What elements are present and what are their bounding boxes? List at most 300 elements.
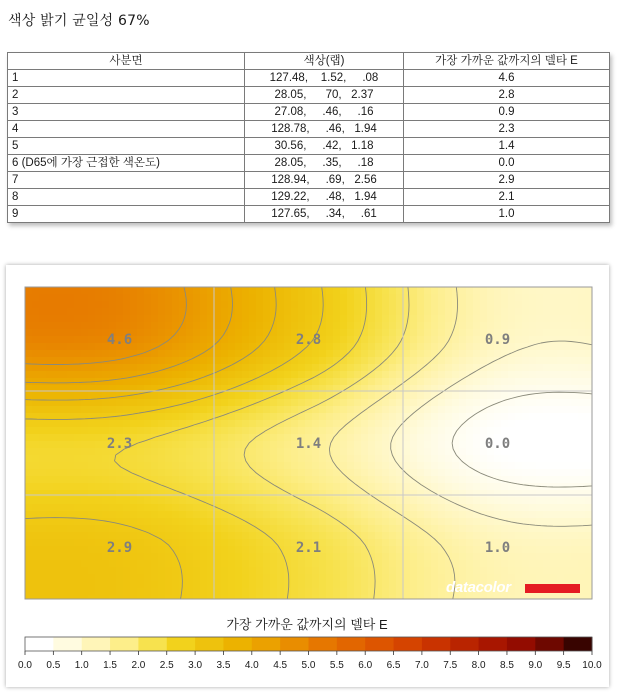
heat-cell	[557, 427, 565, 435]
heat-cell	[319, 581, 327, 589]
heat-cell	[396, 329, 404, 337]
heat-cell	[165, 308, 173, 316]
heat-cell	[529, 539, 537, 547]
heat-cell	[109, 483, 117, 491]
heat-cell	[536, 532, 544, 540]
heat-cell	[550, 490, 558, 498]
heat-cell	[389, 511, 397, 519]
heat-cell	[480, 315, 488, 323]
heat-cell	[585, 427, 593, 435]
heat-cell	[396, 532, 404, 540]
heat-cell	[361, 588, 369, 596]
heat-cell	[179, 511, 187, 519]
heat-cell	[116, 588, 124, 596]
heat-cell	[81, 553, 89, 561]
quadrant-cell: 6 (D65에 가장 근접한 색온도)	[8, 155, 245, 172]
heat-cell	[151, 518, 159, 526]
heat-cell	[277, 476, 285, 484]
heat-cell	[473, 560, 481, 568]
heat-cell	[165, 343, 173, 351]
heat-cell	[165, 497, 173, 505]
heat-cell	[515, 287, 523, 295]
heat-cell	[312, 413, 320, 421]
colorbar-tick-label: 3.0	[188, 660, 203, 671]
heat-cell	[53, 350, 61, 358]
heat-cell	[242, 392, 250, 400]
heat-cell	[207, 329, 215, 337]
heat-cell	[354, 553, 362, 561]
heat-cell	[459, 427, 467, 435]
heat-cell	[319, 525, 327, 533]
heat-cell	[564, 553, 572, 561]
heat-cell	[515, 497, 523, 505]
heat-cell	[46, 539, 54, 547]
heat-cell	[333, 301, 341, 309]
heat-cell	[480, 378, 488, 386]
heat-cell	[53, 301, 61, 309]
heat-cell	[557, 322, 565, 330]
heat-cell	[46, 434, 54, 442]
heat-cell	[25, 420, 33, 428]
heat-cell	[214, 441, 222, 449]
heat-cell	[417, 581, 425, 589]
heat-cell	[494, 308, 502, 316]
heat-cell	[347, 357, 355, 365]
heat-cell	[81, 301, 89, 309]
heat-cell	[25, 427, 33, 435]
heat-cell	[256, 357, 264, 365]
heat-cell	[263, 434, 271, 442]
heat-cell	[459, 518, 467, 526]
heat-cell	[354, 448, 362, 456]
heat-cell	[333, 511, 341, 519]
heat-cell	[354, 504, 362, 512]
heat-cell	[284, 476, 292, 484]
heat-cell	[473, 525, 481, 533]
heat-cell	[515, 420, 523, 428]
heat-cell	[81, 497, 89, 505]
heat-cell	[403, 399, 411, 407]
heat-cell	[88, 392, 96, 400]
heat-cell	[95, 532, 103, 540]
heat-cell	[95, 567, 103, 575]
heat-cell	[130, 308, 138, 316]
heat-cell	[81, 504, 89, 512]
heat-cell	[263, 581, 271, 589]
heat-cell	[515, 441, 523, 449]
heat-cell	[130, 483, 138, 491]
heat-cell	[326, 462, 334, 470]
heat-cell	[200, 553, 208, 561]
heat-cell	[557, 399, 565, 407]
heat-cell	[116, 476, 124, 484]
heat-cell	[95, 560, 103, 568]
heat-cell	[88, 364, 96, 372]
heat-cell	[249, 483, 257, 491]
heat-cell	[151, 308, 159, 316]
heat-cell	[522, 287, 530, 295]
heat-cell	[340, 511, 348, 519]
heat-cell	[543, 343, 551, 351]
heat-cell	[25, 504, 33, 512]
heat-cell	[74, 525, 82, 533]
heat-cell	[32, 371, 40, 379]
heat-cell	[151, 287, 159, 295]
heat-cell	[242, 413, 250, 421]
heat-cell	[221, 420, 229, 428]
heat-cell	[431, 427, 439, 435]
heat-cell	[466, 350, 474, 358]
heat-cell	[438, 406, 446, 414]
heat-cell	[550, 574, 558, 582]
heat-cell	[571, 553, 579, 561]
heat-cell	[431, 455, 439, 463]
heat-cell	[144, 483, 152, 491]
heat-cell	[354, 511, 362, 519]
heat-cell	[557, 392, 565, 400]
heat-cell	[340, 483, 348, 491]
heat-cell	[123, 287, 131, 295]
heat-cell	[417, 336, 425, 344]
heat-cell	[137, 427, 145, 435]
heat-cell	[536, 462, 544, 470]
heat-cell	[263, 483, 271, 491]
heat-cell	[354, 336, 362, 344]
heat-cell	[347, 469, 355, 477]
heat-cell	[165, 518, 173, 526]
heat-cell	[130, 518, 138, 526]
colorbar-tick-label: 2.5	[159, 660, 174, 671]
heat-cell	[578, 448, 586, 456]
heat-cell	[179, 539, 187, 547]
heat-cell	[242, 469, 250, 477]
heat-cell	[95, 504, 103, 512]
heat-cell	[88, 497, 96, 505]
heat-cell	[214, 476, 222, 484]
heat-cell	[557, 406, 565, 414]
heat-cell	[424, 427, 432, 435]
heat-cell	[403, 308, 411, 316]
heat-cell	[354, 301, 362, 309]
heat-cell	[151, 497, 159, 505]
heat-cell	[116, 490, 124, 498]
heat-cell	[158, 329, 166, 337]
heat-cell	[74, 588, 82, 596]
heat-cell	[340, 329, 348, 337]
heat-cell	[256, 504, 264, 512]
heat-cell	[284, 546, 292, 554]
heat-cell	[53, 371, 61, 379]
heat-cell	[515, 427, 523, 435]
heat-cell	[501, 392, 509, 400]
heat-cell	[564, 350, 572, 358]
heat-cell	[361, 427, 369, 435]
heat-cell	[473, 406, 481, 414]
heat-cell	[452, 511, 460, 519]
colorbar-tick-label: 2.0	[131, 660, 146, 671]
heat-cell	[466, 336, 474, 344]
heat-cell	[368, 378, 376, 386]
heat-cell	[431, 399, 439, 407]
heat-cell	[32, 567, 40, 575]
heat-cell	[172, 539, 180, 547]
heat-cell	[144, 567, 152, 575]
heat-cell	[116, 350, 124, 358]
heat-cell	[200, 532, 208, 540]
heat-cell	[333, 567, 341, 575]
heat-cell	[326, 427, 334, 435]
heat-cell	[256, 455, 264, 463]
heat-cell	[585, 490, 593, 498]
heat-cell	[347, 553, 355, 561]
heat-cell	[102, 301, 110, 309]
heat-cell	[214, 539, 222, 547]
heat-cell	[466, 560, 474, 568]
heat-cell	[473, 504, 481, 512]
heat-cell	[221, 315, 229, 323]
heat-cell	[102, 581, 110, 589]
heat-cell	[501, 287, 509, 295]
heat-cell	[291, 588, 299, 596]
heat-cell	[543, 329, 551, 337]
heat-cell	[445, 350, 453, 358]
heat-cell	[298, 518, 306, 526]
heat-cell	[179, 420, 187, 428]
heat-cell	[235, 455, 243, 463]
heat-cell	[354, 322, 362, 330]
delta-e-cell: 0.0	[404, 155, 610, 172]
heat-cell	[550, 476, 558, 484]
heat-cell	[543, 504, 551, 512]
heat-cell	[445, 399, 453, 407]
heat-cell	[522, 301, 530, 309]
heat-cell	[438, 294, 446, 302]
heat-cell	[242, 329, 250, 337]
heat-cell	[74, 483, 82, 491]
heat-cell	[536, 560, 544, 568]
heat-cell	[543, 308, 551, 316]
heat-cell	[46, 553, 54, 561]
heat-cell	[473, 567, 481, 575]
heat-cell	[263, 462, 271, 470]
heat-cell	[361, 448, 369, 456]
heat-cell	[67, 287, 75, 295]
heat-cell	[102, 399, 110, 407]
heat-cell	[403, 567, 411, 575]
heat-cell	[158, 588, 166, 596]
heat-cell	[88, 371, 96, 379]
heat-cell	[585, 455, 593, 463]
heat-cell	[298, 392, 306, 400]
heat-cell	[536, 322, 544, 330]
heat-cell	[123, 567, 131, 575]
heat-cell	[389, 350, 397, 358]
heat-cell	[228, 483, 236, 491]
heat-cell	[130, 315, 138, 323]
heat-cell	[368, 287, 376, 295]
heat-cell	[564, 392, 572, 400]
heat-cell	[515, 553, 523, 561]
heat-cell	[396, 448, 404, 456]
heat-cell	[501, 567, 509, 575]
heat-cell	[193, 329, 201, 337]
heat-cell	[361, 399, 369, 407]
heat-cell	[284, 511, 292, 519]
heat-cell	[88, 399, 96, 407]
heat-cell	[116, 455, 124, 463]
heat-cell	[382, 511, 390, 519]
heat-cell	[578, 504, 586, 512]
heat-cell	[256, 441, 264, 449]
heat-cell	[32, 455, 40, 463]
heat-cell	[431, 315, 439, 323]
heat-cell	[340, 441, 348, 449]
heat-cell	[403, 371, 411, 379]
heat-cell	[151, 329, 159, 337]
heat-cell	[529, 371, 537, 379]
heat-cell	[312, 532, 320, 540]
heat-cell	[242, 371, 250, 379]
heat-cell	[438, 469, 446, 477]
heat-cell	[312, 308, 320, 316]
heat-cell	[130, 427, 138, 435]
heat-cell	[312, 427, 320, 435]
heat-cell	[60, 532, 68, 540]
heat-cell	[46, 371, 54, 379]
heat-cell	[144, 336, 152, 344]
heat-cell	[536, 553, 544, 561]
heat-cell	[438, 392, 446, 400]
heat-cell	[375, 378, 383, 386]
heat-cell	[396, 287, 404, 295]
heat-cell	[431, 567, 439, 575]
heat-cell	[536, 539, 544, 547]
heat-cell	[151, 560, 159, 568]
heat-cell	[480, 350, 488, 358]
heat-cell	[81, 462, 89, 470]
heat-cell	[347, 406, 355, 414]
quadrant-cell: 3	[8, 104, 245, 121]
heat-cell	[347, 462, 355, 470]
heat-cell	[312, 581, 320, 589]
heat-cell	[270, 413, 278, 421]
heat-cell	[116, 413, 124, 421]
heat-cell	[88, 469, 96, 477]
heat-cell	[109, 294, 117, 302]
heat-cell	[25, 329, 33, 337]
heat-cell	[564, 490, 572, 498]
heat-cell	[522, 490, 530, 498]
heat-cell	[39, 441, 47, 449]
heat-cell	[46, 357, 54, 365]
heat-cell	[39, 336, 47, 344]
heat-cell	[179, 462, 187, 470]
heat-cell	[46, 350, 54, 358]
heat-cell	[263, 406, 271, 414]
heat-cell	[361, 434, 369, 442]
heat-cell	[263, 427, 271, 435]
heat-cell	[214, 483, 222, 491]
heat-cell	[137, 434, 145, 442]
heat-cell	[522, 497, 530, 505]
heat-cell	[431, 476, 439, 484]
heat-cell	[102, 294, 110, 302]
heat-cell	[487, 357, 495, 365]
heat-cell	[529, 476, 537, 484]
heat-cell	[277, 483, 285, 491]
heat-cell	[452, 350, 460, 358]
heat-cell	[256, 560, 264, 568]
heat-cell	[550, 497, 558, 505]
heat-cell	[284, 315, 292, 323]
heat-cell	[32, 350, 40, 358]
heat-cell	[396, 504, 404, 512]
heat-cell	[144, 308, 152, 316]
heat-cell	[60, 574, 68, 582]
heat-cell	[256, 462, 264, 470]
heat-cell	[242, 532, 250, 540]
heat-cell	[284, 539, 292, 547]
heat-cell	[186, 518, 194, 526]
heat-cell	[347, 336, 355, 344]
heat-cell	[466, 343, 474, 351]
heat-cell	[109, 504, 117, 512]
heat-cell	[564, 287, 572, 295]
heat-cell	[529, 553, 537, 561]
heat-cell	[53, 308, 61, 316]
heat-cell	[424, 420, 432, 428]
heat-cell	[578, 420, 586, 428]
heat-cell	[298, 574, 306, 582]
heat-cell	[291, 462, 299, 470]
heat-cell	[508, 294, 516, 302]
heat-cell	[60, 322, 68, 330]
heat-cell	[312, 483, 320, 491]
heat-cell	[452, 455, 460, 463]
heat-cell	[242, 574, 250, 582]
heat-cell	[375, 308, 383, 316]
heat-cell	[193, 567, 201, 575]
heat-cell	[186, 497, 194, 505]
heat-cell	[536, 476, 544, 484]
heat-cell	[130, 574, 138, 582]
heat-cell	[571, 504, 579, 512]
heat-cell	[319, 455, 327, 463]
heat-cell	[340, 567, 348, 575]
heat-cell	[165, 560, 173, 568]
table-header-row	[8, 53, 610, 70]
heat-cell	[389, 357, 397, 365]
heat-cell	[466, 441, 474, 449]
heat-cell	[207, 357, 215, 365]
heat-cell	[333, 315, 341, 323]
heat-cell	[88, 322, 96, 330]
heat-cell	[165, 378, 173, 386]
heat-cell	[74, 329, 82, 337]
heat-cell	[438, 462, 446, 470]
colorbar-swatch	[564, 637, 593, 651]
heat-cell	[305, 567, 313, 575]
heat-cell	[256, 364, 264, 372]
heat-cell	[312, 350, 320, 358]
heat-cell	[438, 574, 446, 582]
heat-cell	[81, 420, 89, 428]
heat-cell	[291, 518, 299, 526]
heat-cell	[88, 511, 96, 519]
heat-cell	[291, 560, 299, 568]
heat-cell	[375, 504, 383, 512]
heat-cell	[242, 511, 250, 519]
